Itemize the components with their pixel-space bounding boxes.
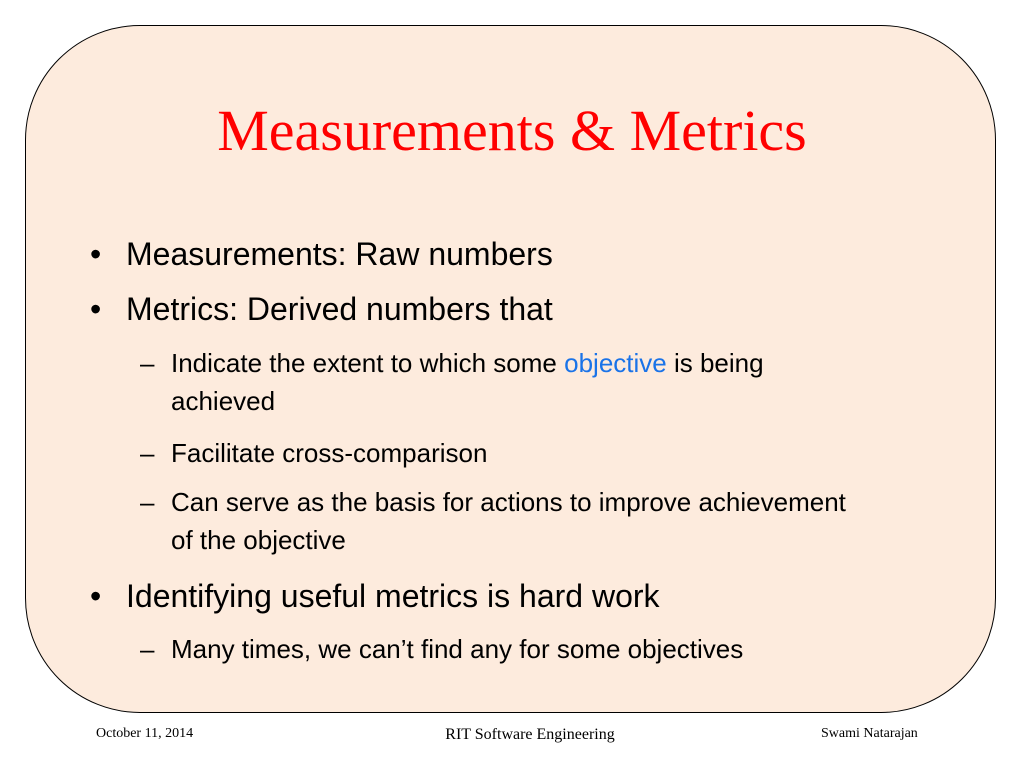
sub-bullet-text: Can serve as the basis for actions to improve achievement of the objective xyxy=(171,487,846,555)
bullet-marker: • xyxy=(90,291,102,327)
bullet-text: Identifying useful metrics is hard work xyxy=(126,578,660,614)
sub-bullet-text-post: is being achieved xyxy=(171,348,764,416)
sub-bullet-marker: – xyxy=(140,348,155,378)
bullet-text: Metrics: Derived numbers that xyxy=(126,291,553,327)
footer-date: October 11, 2014 xyxy=(96,726,194,741)
footer-author: Swami Natarajan xyxy=(821,726,918,741)
sub-bullet-text xyxy=(171,344,871,420)
bullet-text: Measurements: Raw numbers xyxy=(126,236,553,272)
bullet-marker: • xyxy=(90,236,102,272)
sub-bullet-marker: – xyxy=(140,487,155,517)
bullet-marker: • xyxy=(90,578,102,614)
sub-bullet-text: Many times, we can’t find any for some objectives xyxy=(171,634,744,664)
slide-title: Measurements & Metrics xyxy=(217,98,807,163)
sub-bullet-text: Facilitate cross-comparison xyxy=(171,438,488,468)
sub-bullet-text-pre: Indicate the extent to which some xyxy=(171,348,565,378)
footer-center: RIT Software Engineering xyxy=(445,726,615,743)
objective-highlight: objective xyxy=(564,348,667,378)
sub-bullet-marker: – xyxy=(140,438,155,468)
sub-bullet-marker: – xyxy=(140,634,155,664)
